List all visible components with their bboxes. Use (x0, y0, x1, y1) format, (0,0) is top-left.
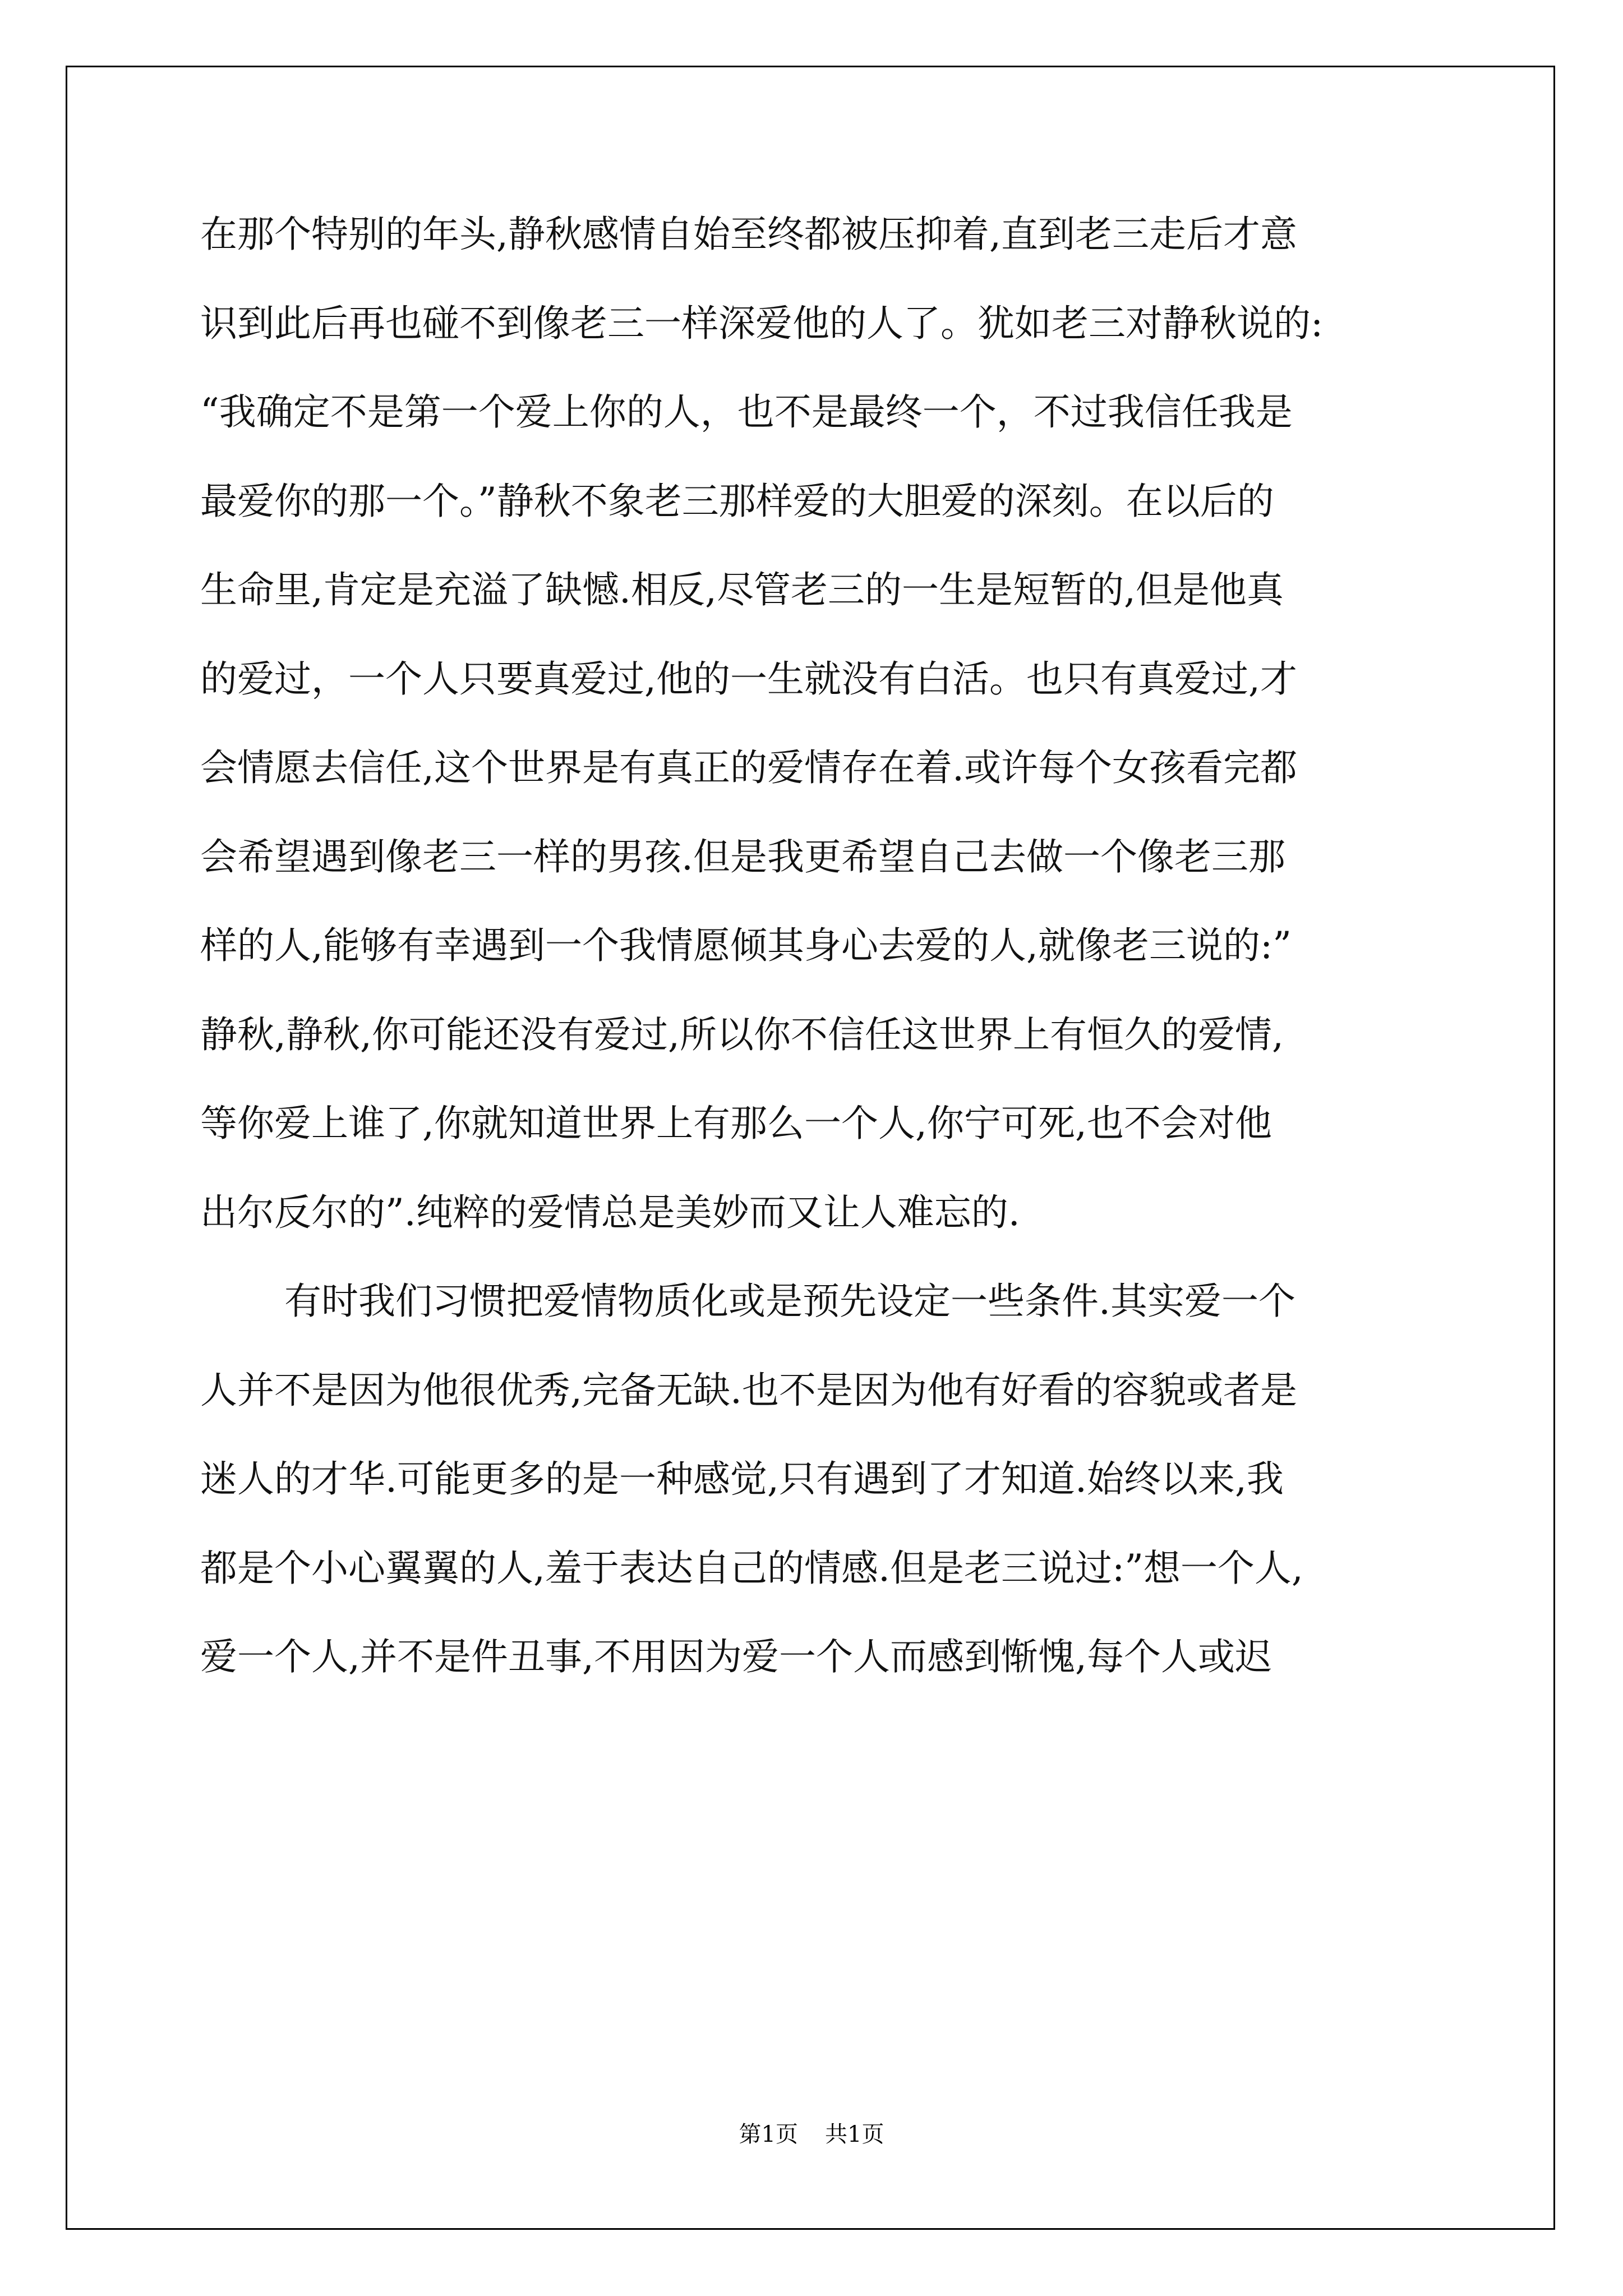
text-line: 出尔反尔的”.纯粹的爱情总是美妙而又让人难忘的. (200, 1190, 1020, 1234)
text-line: 等你爱上谁了,你就知道世界上有那么一个人,你宁可死,也不会对他 (200, 1102, 1272, 1145)
text-line: 会希望遇到像老三一样的男孩.但是我更希望自己去做一个像老三那 (200, 835, 1285, 878)
document-body (200, 212, 1434, 1724)
text-line: 人并不是因为他很优秀,完备无缺.也不是因为他有好看的容貌或者是 (200, 1368, 1297, 1412)
text-line: 生命里,肯定是充溢了缺憾.相反,尽管老三的一生是短暂的,但是他真 (200, 568, 1284, 611)
text-line: 识到此后再也碰不到像老三一样深爱他的人了。犹如老三对静秋说的: (200, 301, 1324, 345)
page-number: 第1页 (739, 2122, 798, 2147)
text-line: 的爱过，一个人只要真爱过,他的一生就没有白活。也只有真爱过,才 (200, 657, 1297, 701)
text-line: 样的人,能够有幸遇到一个我情愿倾其身心去爱的人,就像老三说的:” (200, 924, 1292, 967)
text-line: 在那个特别的年头,静秋感情自始至终都被压抑着,直到老三走后才意 (200, 213, 1297, 256)
text-line: 有时我们习惯把爱情物质化或是预先设定一些条件.其实爱一个 (284, 1280, 1295, 1323)
text-line: 最爱你的那一个。”静秋不象老三那样爱的大胆爱的深刻。在以后的 (200, 479, 1274, 523)
text-line: 迷人的才华.可能更多的是一种感觉,只有遇到了才知道.始终以来,我 (200, 1457, 1284, 1501)
paragraph-2 (200, 1279, 1434, 1724)
page-total: 共1页 (825, 2122, 884, 2147)
text-line: 会情愿去信任,这个世界是有真正的爱情存在着.或许每个女孩看完都 (200, 746, 1297, 789)
text-line: 静秋,静秋,你可能还没有爱过,所以你不信任这世界上有恒久的爱情, (200, 1013, 1284, 1056)
paragraph-1 (200, 212, 1434, 1279)
page-footer (0, 2120, 1623, 2148)
text-line: “我确定不是第一个爱上你的人，也不是最终一个，不过我信任我是 (200, 390, 1293, 434)
text-line: 都是个小心翼翼的人,羞于表达自己的情感.但是老三说过:”想一个人, (200, 1546, 1303, 1590)
text-line: 爱一个人,并不是件丑事,不用因为爱一个人而感到惭愧,每个人或迟 (200, 1635, 1272, 1678)
